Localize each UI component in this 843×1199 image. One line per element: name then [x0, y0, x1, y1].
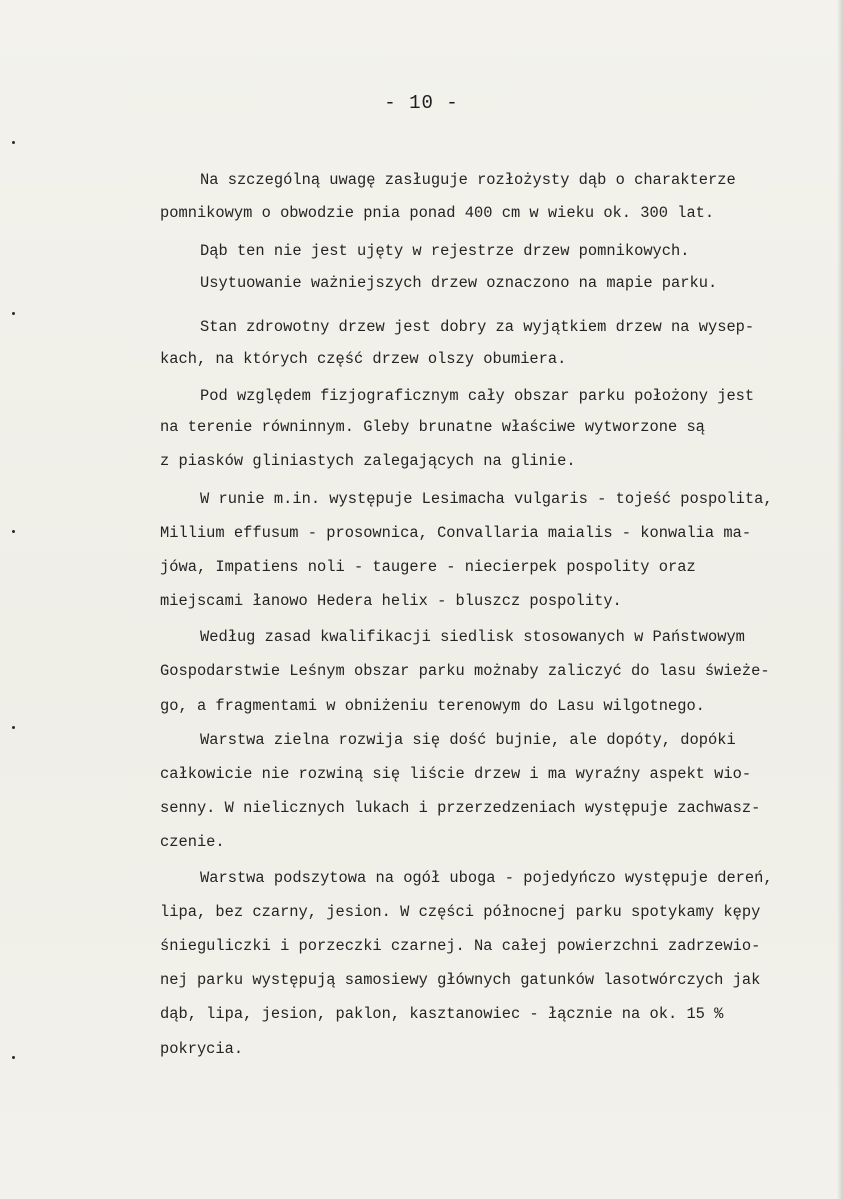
text-line: Dąb ten nie jest ujęty w rejestrze drzew pomnikowych. [200, 242, 690, 260]
text-line: całkowicie nie rozwiną się liście drzew i ma wyraźny aspekt wio- [160, 765, 752, 783]
text-line: pomnikowym o obwodzie pnia ponad 400 cm w wieku ok. 300 lat. [160, 204, 715, 222]
text-line: lipa, bez czarny, jesion. W części północnej parku spotykamy kępy [160, 903, 761, 921]
text-line: go, a fragmentami w obniżeniu terenowym do Lasu wilgotnego. [160, 697, 705, 715]
page-edge-shadow [837, 0, 843, 1199]
text-line: Pod względem fizjograficznym cały obszar parku położony jest [200, 387, 755, 405]
text-line: miejscami łanowo Hedera helix - bluszcz pospolity. [160, 592, 622, 610]
text-line: Gospodarstwie Leśnym obszar parku możnaby zaliczyć do lasu świeże- [160, 662, 770, 680]
text-line: dąb, lipa, jesion, paklon, kasztanowiec - łącznie na ok. 15 % [160, 1005, 724, 1023]
text-line: czenie. [160, 833, 225, 851]
text-line: nej parku występują samosiewy głównych gatunków lasotwórczych jak [160, 971, 761, 989]
text-line: Według zasad kwalifikacji siedlisk stosowanych w Państwowym [200, 628, 745, 646]
punch-mark [12, 530, 15, 533]
text-line: Usytuowanie ważniejszych drzew oznaczono na mapie parku. [200, 274, 718, 292]
text-line: na terenie równinnym. Gleby brunatne właściwe wytworzone są [160, 418, 705, 436]
text-line: śnieguliczki i porzeczki czarnej. Na całej powierzchni zadrzewio- [160, 937, 761, 955]
punch-mark [12, 141, 15, 144]
text-line: kach, na których część drzew olszy obumiera. [160, 350, 567, 368]
text-line: Stan zdrowotny drzew jest dobry za wyjątkiem drzew na wysep- [200, 318, 755, 336]
text-line: senny. W nielicznych lukach i przerzedzeniach występuje zachwasz- [160, 799, 761, 817]
text-line: W runie m.in. występuje Lesimacha vulgaris - tojeść pospolita, [200, 490, 773, 508]
punch-mark [12, 726, 15, 729]
text-line: Millium effusum - prosownica, Convallaria maialis - konwalia ma- [160, 524, 752, 542]
punch-mark [12, 1056, 15, 1059]
text-line: Warstwa podszytowa na ogół uboga - pojedyńczo występuje dereń, [200, 869, 773, 887]
text-line: jówa, Impatiens noli - taugere - niecierpek pospolity oraz [160, 558, 696, 576]
text-line: pokrycia. [160, 1040, 244, 1058]
text-line: Na szczególną uwagę zasługuje rozłożysty dąb o charakterze [200, 171, 736, 189]
page-number: - 10 - [384, 92, 459, 114]
text-line: Warstwa zielna rozwija się dość bujnie, ale dopóty, dopóki [200, 731, 736, 749]
text-line: z piasków gliniastych zalegających na glinie. [160, 452, 576, 470]
punch-mark [12, 312, 15, 315]
